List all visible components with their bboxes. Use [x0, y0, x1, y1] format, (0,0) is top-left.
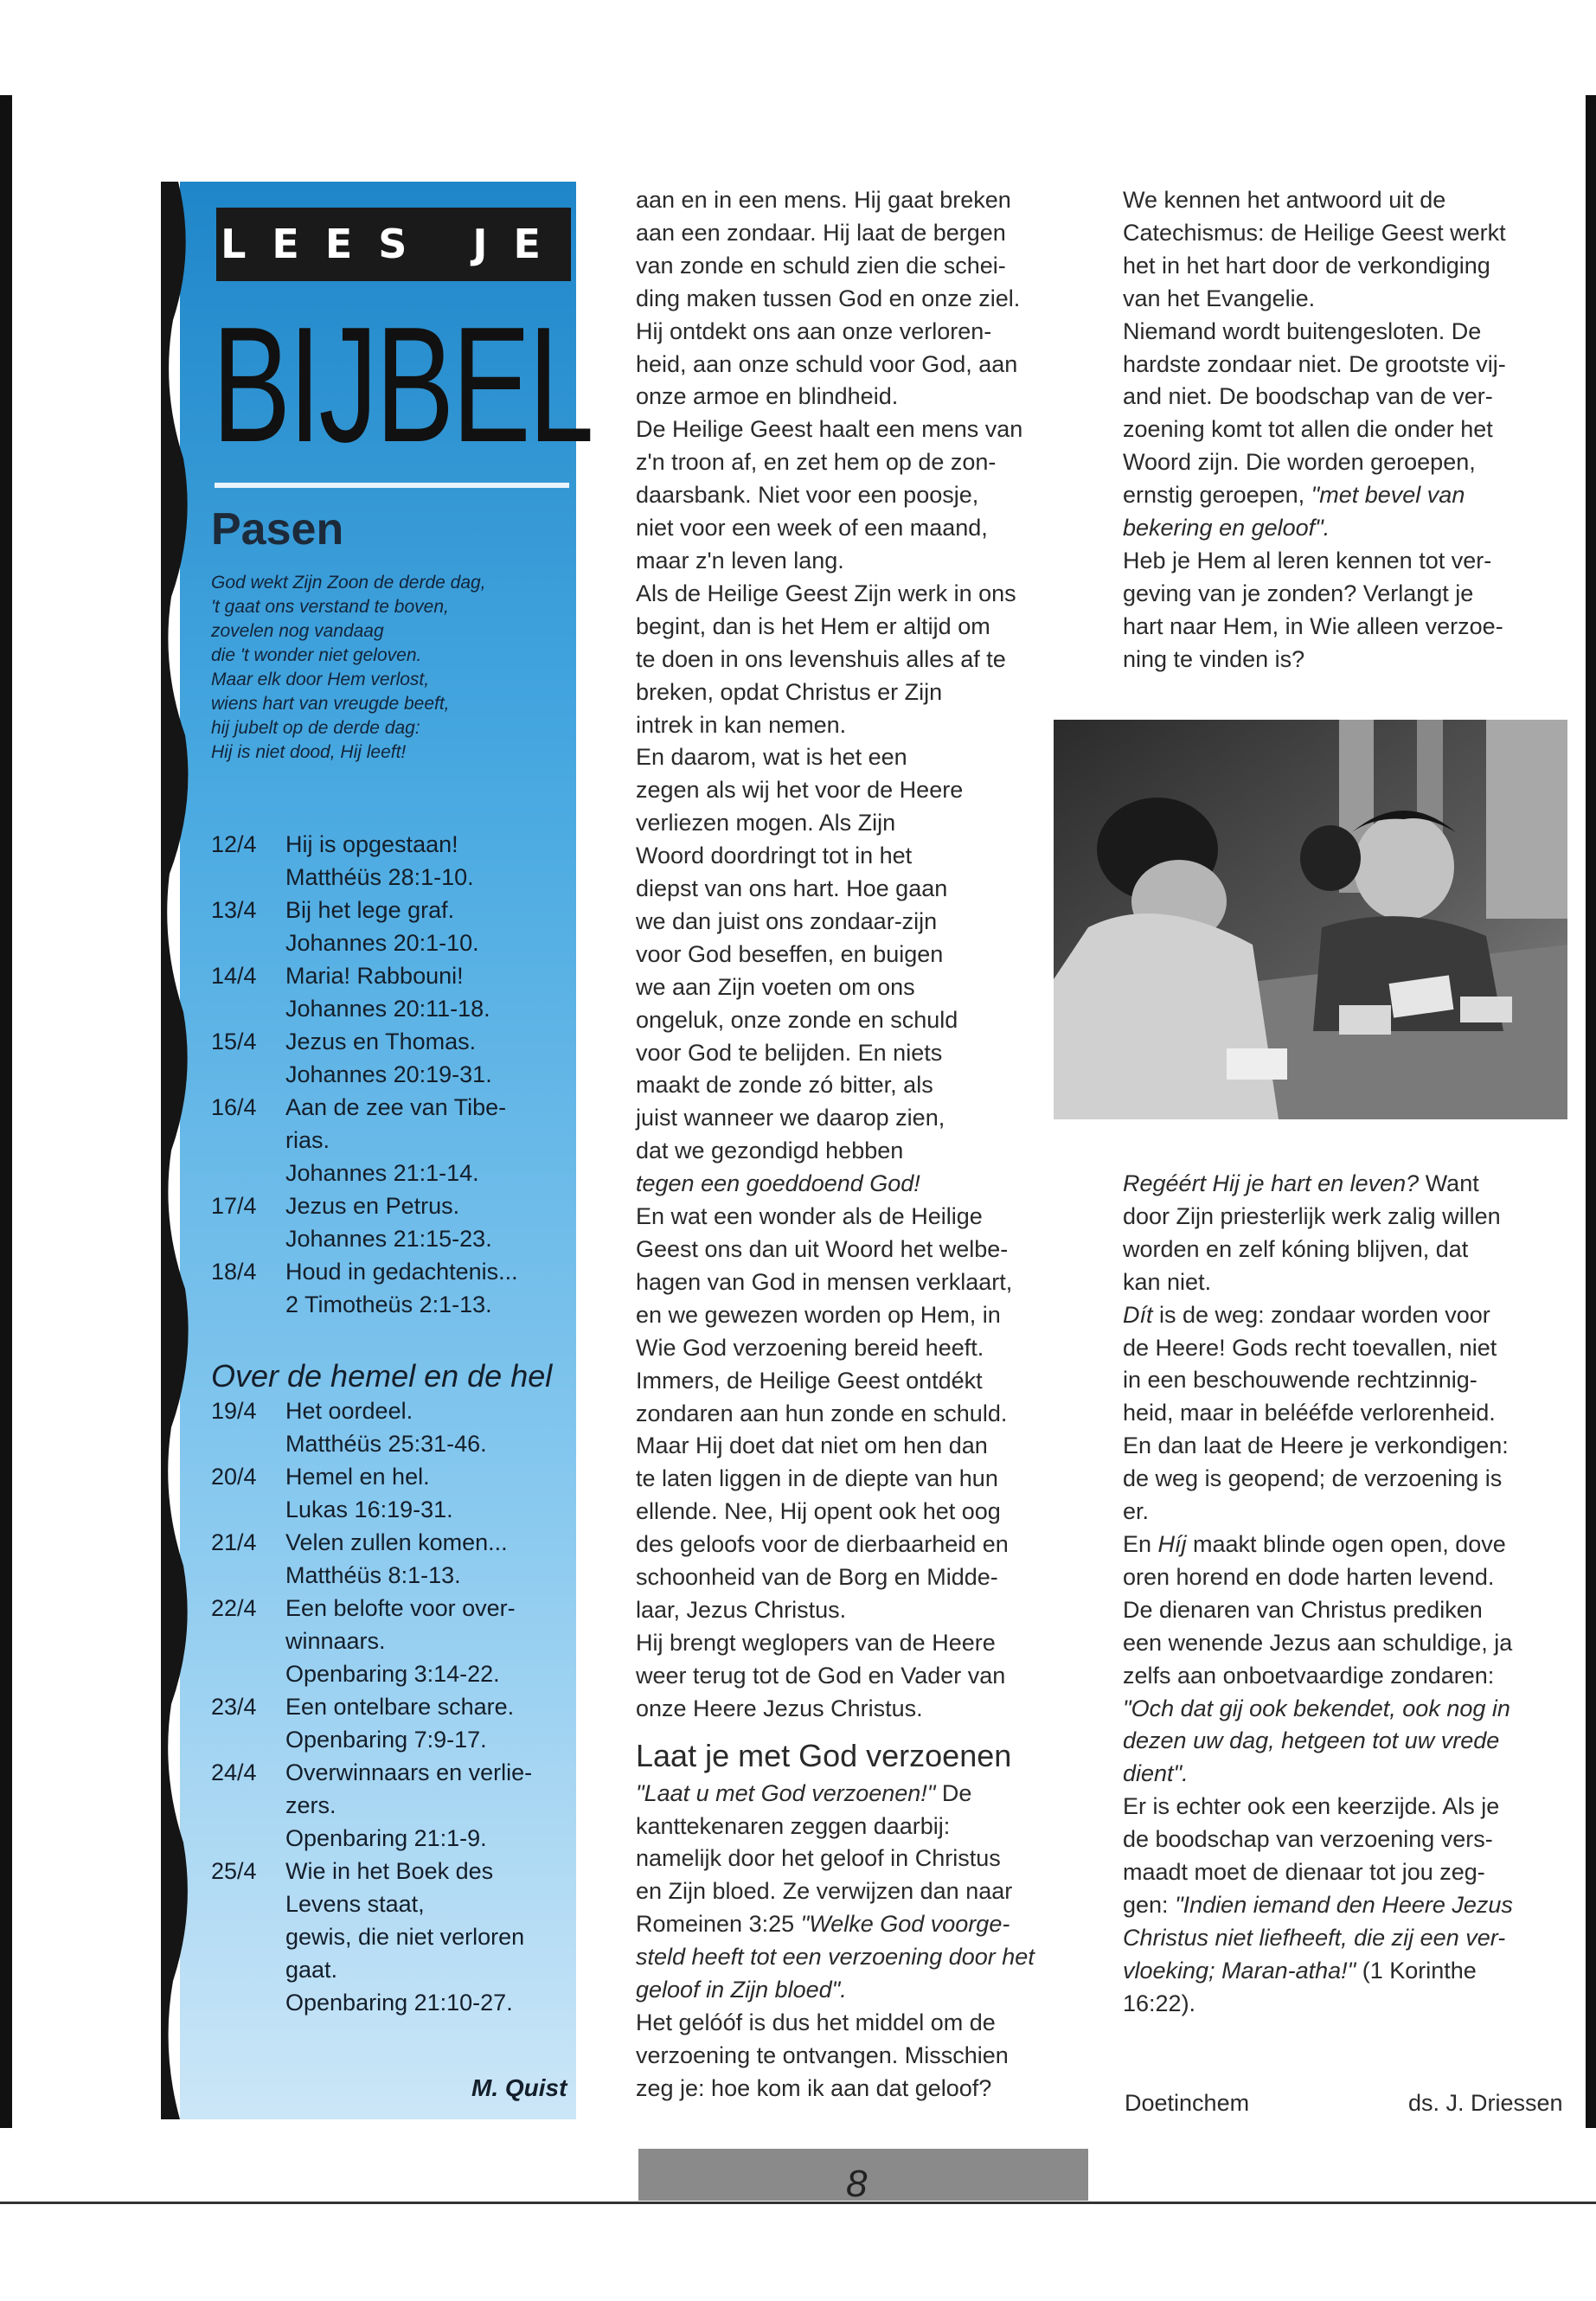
text-line: maar z'n leven lang.: [636, 547, 844, 574]
text-line: aan een zondaar. Hij laat de bergen: [636, 219, 1006, 246]
text-line: zegen als wij het voor de Heere: [636, 777, 964, 804]
text-line: verliezen mogen. Als Zijn: [636, 810, 896, 836]
reading-line: Wie in het Boek des: [285, 1858, 494, 1884]
paragraph: [636, 2007, 1086, 2106]
reading-line: Hemel en hel.: [285, 1464, 430, 1490]
reading-item: [211, 1025, 574, 1091]
paragraph: [1123, 545, 1573, 676]
page-number: 8: [846, 2163, 868, 2205]
reading-text: [285, 1394, 574, 1460]
text-line: van het Evangelie.: [1123, 285, 1316, 311]
reading-line: Johannes 21:1-14.: [285, 1160, 479, 1186]
text-line: maakt de zonde zó bitter, als: [636, 1072, 933, 1099]
reading-text: [285, 1592, 574, 1690]
reading-date: 23/4: [211, 1694, 257, 1720]
reading-date: 20/4: [211, 1464, 257, 1490]
text-line: Wie God verzoening bereid heeft.: [636, 1334, 984, 1361]
reading-line: gaat.: [285, 1957, 338, 1983]
text-line: dezen uw dag, hetgeen tot uw vrede: [1123, 1727, 1500, 1754]
text-line: kanttekenaren zeggen daarbij:: [636, 1812, 951, 1839]
reading-line: rias.: [285, 1127, 330, 1153]
text-line: maadt moet de dienaar tot jou zeg-: [1123, 1859, 1485, 1886]
text-line: Niemand wordt buitengesloten. De: [1123, 317, 1482, 344]
poem-line: Hij is niet dood, Hij leeft!: [211, 742, 407, 762]
text-line: Maar Hij doet dat niet om hen dan: [636, 1433, 988, 1459]
text-line: weer terug tot de God en Vader van: [636, 1662, 1006, 1689]
reading-date: 12/4: [211, 831, 257, 857]
author-name: M. Quist: [471, 2074, 567, 2101]
paragraph: En Híj maakt blinde ogen open, dove oren horend en dode harten levend. De dienaren van Christus prediken een wenende Jezus aan schuldige, ja zelfs aan onboetvaardige zondaren: "Och dat gij ook bekendet, ook nog in dezen uw dag, hetgeen tot uw vrede dient".: [1123, 1529, 1573, 1791]
poem-line: Maar elk door Hem verlost,: [211, 670, 430, 689]
reading-text: [285, 1189, 574, 1255]
text-line: De dienaren van Christus prediken: [1123, 1596, 1483, 1623]
text-line: de Heere! Gods recht toevallen, niet: [1123, 1334, 1497, 1361]
reading-date: 24/4: [211, 1759, 257, 1785]
paragraph: Er is echter ook een keerzijde. Als je de boodschap van verzoening vers- maadt moet de dienaar tot jou zeg- gen: "Indien iemand den Heere Jezus Christus niet liefheeft, die zij een ver- vloeking; Maran-atha!" (1 Korinthe 16:22).: [1123, 1791, 1573, 2020]
text-line: des geloofs voor de dierbaarheid en: [636, 1531, 1009, 1558]
text-line: namelijk door het geloof in Christus: [636, 1845, 1001, 1872]
reading-line: Houd in gedachtenis...: [285, 1259, 518, 1285]
reading-date: 17/4: [211, 1193, 257, 1219]
lees-je-header: LEES JE: [216, 208, 571, 281]
reading-list-easter: [211, 828, 574, 1321]
text-line: te doen in ons levenshuis alles af te: [636, 645, 1006, 672]
reading-line: Johannes 20:1-10.: [285, 930, 479, 956]
text-line: en Zijn bloed. Ze verwijzen dan naar: [636, 1878, 1013, 1905]
reading-line: Aan de zee van Tibe-: [285, 1094, 507, 1120]
paragraph: [636, 741, 1086, 1201]
text-line: z'n troon af, en zet hem op de zon-: [636, 449, 997, 476]
reading-line: zers.: [285, 1792, 337, 1818]
text-line: Heb je Hem al leren kennen tot ver-: [1123, 547, 1492, 574]
reading-line: Openbaring 21:1-9.: [285, 1825, 487, 1851]
text-line: zondaren aan hun zonde en schuld.: [636, 1400, 1008, 1426]
poem-line: 't gaat ons verstand te boven,: [211, 597, 449, 617]
reading-line: Johannes 20:19-31.: [285, 1061, 492, 1087]
text-line: we dan juist ons zondaar-zijn: [636, 907, 938, 934]
text-line: zeg je: hoe kom ik aan dat geloof?: [636, 2074, 992, 2101]
text-line: de weg is geopend; de verzoening is: [1123, 1465, 1503, 1492]
text-line: niet voor een week of een maand,: [636, 515, 988, 542]
pasen-heading: Pasen: [211, 504, 344, 554]
reading-item: [211, 1690, 574, 1756]
reading-date: 14/4: [211, 963, 257, 989]
text-line: heid, aan onze schuld voor God, aan: [636, 350, 1018, 377]
text-line: we aan Zijn voeten om ons: [636, 973, 915, 1000]
text-line: En wat een wonder als de Heilige: [636, 1203, 983, 1230]
paragraph: [1123, 184, 1573, 316]
paragraph: [636, 578, 1086, 742]
reading-date: 19/4: [211, 1398, 257, 1424]
text-line: ongeluk, onze zonde en schuld: [636, 1006, 958, 1033]
easter-poem: [211, 571, 574, 765]
text-line: heid, maar in belééfde verlorenheid.: [1123, 1400, 1496, 1426]
text-line: hagen van God in mensen verklaart,: [636, 1268, 1013, 1295]
text-line: begint, dan is het Hem er altijd om: [636, 612, 990, 639]
reading-text: [285, 1091, 574, 1189]
text-line: Hij ontdekt ons aan onze verloren-: [636, 317, 992, 344]
reading-item: [211, 1855, 574, 2019]
text-line: zoening komt tot allen die onder het: [1123, 416, 1493, 443]
reading-list-heaven-hell: [211, 1394, 574, 2019]
text-line: and niet. De boodschap van de ver-: [1123, 383, 1493, 410]
text-line: Er is echter ook een keerzijde. Als je: [1123, 1793, 1500, 1820]
text-line: geloof in Zijn bloed".: [636, 1977, 847, 2003]
text-line: dat we gezondigd hebben: [636, 1138, 904, 1164]
reading-line: Het oordeel.: [285, 1398, 413, 1424]
reading-item: [211, 894, 574, 959]
reading-line: Lukas 16:19-31.: [285, 1497, 453, 1522]
author-signature: ds. J. Driessen: [1408, 2090, 1563, 2116]
text-line: van zonde en schuld zien die schei-: [636, 252, 1006, 279]
poem-line: wiens hart van vreugde beeft,: [211, 694, 450, 714]
article-column-right-top: [1123, 184, 1573, 676]
text-line: diepst van ons hart. Hoe gaan: [636, 875, 948, 902]
scan-bottom-line: [0, 2202, 1596, 2204]
paragraph: [636, 184, 1086, 413]
text-line: de boodschap van verzoening vers-: [1123, 1826, 1493, 1853]
reading-line: Een ontelbare schare.: [285, 1694, 515, 1720]
reading-item: [211, 1460, 574, 1526]
text-line: dient".: [1123, 1760, 1189, 1787]
paragraph: [636, 413, 1086, 578]
text-line: door Zijn priesterlijk werk zalig willen: [1123, 1202, 1501, 1229]
text-line: en we gewezen worden op Hem, in: [636, 1301, 1001, 1328]
text-line: schoonheid van de Borg en Midde-: [636, 1564, 998, 1591]
paragraph: "Laat u met God verzoenen!" De kanttekenaren zeggen daarbij: namelijk door het geloof in Christus en Zijn bloed. Ze verwijzen dan naar Romeinen 3:25 "Welke God voorge- steld heeft tot een verzoening door het geloof in Zijn bloed".: [636, 1778, 1086, 2007]
reading-date: 22/4: [211, 1595, 257, 1621]
reading-text: [285, 1690, 574, 1756]
text-line: hart naar Hem, in Wie alleen verzoe-: [1123, 612, 1503, 639]
text-line: daarsbank. Niet voor een poosje,: [636, 482, 979, 509]
reading-date: 13/4: [211, 897, 257, 923]
scan-edge-right: [1586, 95, 1596, 2128]
paragraph: [636, 1627, 1086, 1726]
reading-line: Johannes 21:15-23.: [285, 1226, 492, 1252]
reading-line: Hij is opgestaan!: [285, 831, 458, 857]
text-line: intrek in kan nemen.: [636, 711, 847, 738]
reading-text: [285, 1855, 574, 2019]
text-line: Geest ons dan uit Woord het welbe-: [636, 1236, 1009, 1262]
reading-date: 16/4: [211, 1094, 257, 1120]
article-column-right-bottom: [1123, 1168, 1573, 2021]
paragraph: Dít is de weg: zondaar worden voor de Heere! Gods recht toevallen, niet in een beschouwende rechtzinnig- heid, maar in belééfde verlorenheid. En dan laat de Heere je verkondigen: de weg is geopend; de verzoening is er.: [1123, 1299, 1573, 1529]
reading-date: 25/4: [211, 1858, 257, 1884]
text-line: laar, Jezus Christus.: [636, 1596, 847, 1623]
reading-line: Jezus en Petrus.: [285, 1193, 460, 1219]
reading-item: [211, 1189, 574, 1255]
text-line: geving van je zonden? Verlangt je: [1123, 580, 1474, 606]
reading-item: [211, 1756, 574, 1855]
text-line: Als de Heilige Geest Zijn werk in ons: [636, 580, 1016, 606]
reading-date: 18/4: [211, 1259, 257, 1285]
reading-item: [211, 1526, 574, 1592]
reading-line: Een belofte voor over-: [285, 1595, 516, 1621]
reading-text: [285, 1526, 574, 1592]
text-line: in een beschouwende rechtzinnig-: [1123, 1367, 1477, 1394]
reading-line: Matthéüs 25:31-46.: [285, 1431, 487, 1457]
text-line: Catechismus: de Heilige Geest werkt: [1123, 219, 1506, 246]
sidebar-wavy-border: [161, 182, 195, 2119]
text-line: hardste zondaar niet. De grootste vij-: [1123, 350, 1506, 377]
text-line: En daarom, wat is het een: [636, 744, 907, 771]
text-line: er.: [1123, 1498, 1150, 1525]
reading-item: [211, 1255, 574, 1321]
bijbel-title: BIJBEL: [212, 293, 592, 477]
reading-date: 15/4: [211, 1029, 257, 1054]
reading-line: gewis, die niet verloren: [285, 1924, 525, 1950]
reading-line: Levens staat,: [285, 1891, 425, 1917]
reading-line: Jezus en Thomas.: [285, 1029, 477, 1054]
reading-text: [285, 1460, 574, 1526]
reading-date: 21/4: [211, 1529, 257, 1555]
text-line: het in het hart door de verkondiging: [1123, 252, 1490, 279]
reading-item: [211, 959, 574, 1025]
scan-edge-left: [0, 95, 12, 2128]
text-line: Hij brengt weglopers van de Heere: [636, 1629, 996, 1656]
text-line: We kennen het antwoord uit de: [1123, 187, 1446, 213]
article-column-middle: [636, 184, 1086, 2106]
reading-line: Matthéüs 8:1-13.: [285, 1562, 461, 1588]
text-line: een wenende Jezus aan schuldige, ja: [1123, 1629, 1513, 1656]
text-line: Woord doordringt tot in het: [636, 843, 913, 869]
reading-text: [285, 894, 574, 959]
text-line: Immers, de Heilige Geest ontdékt: [636, 1367, 983, 1394]
poem-line: God wekt Zijn Zoon de derde dag,: [211, 573, 486, 593]
text-line: kan niet.: [1123, 1268, 1212, 1295]
text-line: Het gelóóf is dus het middel om de: [636, 2009, 996, 2035]
text-line: aan en in een mens. Hij gaat breken: [636, 187, 1011, 213]
reading-line: Matthéüs 28:1-10.: [285, 864, 474, 890]
place-name: Doetinchem: [1125, 2090, 1250, 2116]
section-subheading: Laat je met God verzoenen: [636, 1737, 1012, 1773]
reading-line: Johannes 20:11-18.: [285, 996, 490, 1022]
text-line: ding maken tussen God en onze ziel.: [636, 285, 1021, 311]
reading-text: [285, 828, 574, 894]
title-rule: [215, 483, 569, 488]
text-line: En dan laat de Heere je verkondigen:: [1123, 1433, 1509, 1459]
text-line: "Och dat gij ook bekendet, ook nog in: [1123, 1695, 1510, 1721]
poem-line: hij jubelt op de derde dag:: [211, 718, 420, 738]
reading-line: Velen zullen komen...: [285, 1529, 508, 1555]
text-line: zelfs aan onboetvaardige zondaren:: [1123, 1662, 1495, 1689]
reading-item: [211, 1394, 574, 1460]
reading-item: [211, 828, 574, 894]
reading-text: [285, 959, 574, 1025]
poem-line: die 't wonder niet geloven.: [211, 645, 422, 665]
reading-line: Bij het lege graf.: [285, 897, 455, 923]
reading-item: [211, 1592, 574, 1690]
reading-line: Openbaring 3:14-22.: [285, 1661, 500, 1687]
paragraph: [636, 1201, 1086, 1627]
section-heading-heaven-hell: Over de hemel en de hel: [211, 1358, 553, 1394]
text-line: te laten liggen in de diepte van hun: [636, 1465, 998, 1492]
reading-item: [211, 1091, 574, 1189]
text-line: voor God beseffen, en buigen: [636, 940, 944, 967]
paragraph: Regéért Hij je hart en leven? Want door Zijn priesterlijk werk zalig willen worden en zelf kóning blijven, dat kan niet.: [1123, 1168, 1573, 1299]
reading-line: Maria! Rabbouni!: [285, 963, 464, 989]
text-line: ning te vinden is?: [1123, 645, 1305, 672]
text-line: onze Heere Jezus Christus.: [636, 1695, 923, 1721]
text-line: juist wanneer we daarop zien,: [636, 1105, 945, 1131]
reading-line: Openbaring 21:10-27.: [285, 1990, 513, 2016]
text-line: breken, opdat Christus er Zijn: [636, 678, 943, 705]
text-line: worden en zelf kóning blijven, dat: [1123, 1235, 1469, 1262]
reading-line: Overwinnaars en verlie-: [285, 1759, 533, 1785]
text-line: onze armoe en blindheid.: [636, 383, 899, 410]
reading-text: [285, 1756, 574, 1855]
paragraph: Niemand wordt buitengesloten. De hardste zondaar niet. De grootste vij- and niet. De boodschap van de ver- zoening komt tot allen die onder het Woord zijn. Die worden geroepen, ernstig geroepen, "met bevel van bekering en geloof".: [1123, 316, 1573, 545]
poem-line: zovelen nog vandaag: [211, 621, 384, 641]
reading-line: Openbaring 7:9-17.: [285, 1727, 487, 1753]
photo-young-men-reading: [1054, 720, 1567, 1119]
text-line: voor God te belijden. En niets: [636, 1039, 943, 1066]
reading-text: [285, 1025, 574, 1091]
text-line: Woord zijn. Die worden geroepen,: [1123, 449, 1476, 476]
text-line: De Heilige Geest haalt een mens van: [636, 416, 1023, 443]
text-line: verzoening te ontvangen. Misschien: [636, 2041, 1009, 2068]
reading-text: [285, 1255, 574, 1321]
reading-line: winnaars.: [285, 1628, 386, 1654]
text-line: oren horend en dode harten levend.: [1123, 1563, 1495, 1590]
italic-line: tegen een goeddoend God!: [636, 1170, 920, 1197]
text-line: steld heeft tot een verzoening door het: [636, 1944, 1035, 1971]
text-line: ellende. Nee, Hij opent ook het oog: [636, 1498, 1001, 1525]
reading-line: 2 Timotheüs 2:1-13.: [285, 1292, 492, 1317]
